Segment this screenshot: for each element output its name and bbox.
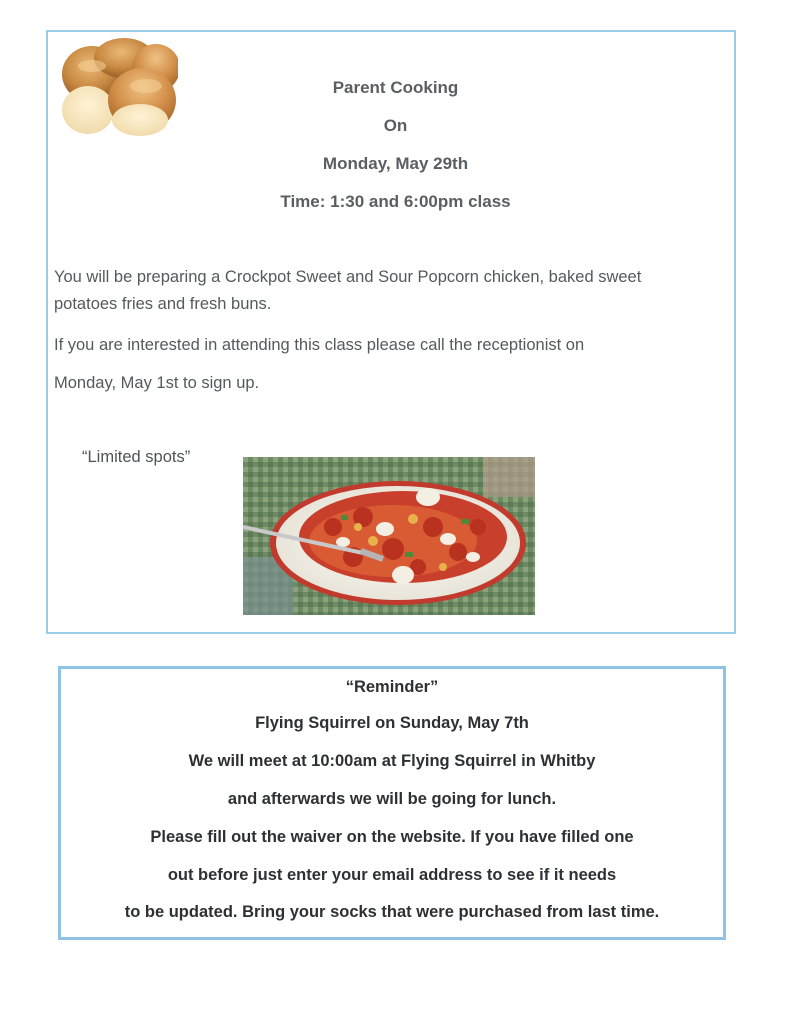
event-on-label: On <box>383 116 408 135</box>
description-line-3: If you are interested in attending this class please call the receptionist on <box>54 336 585 354</box>
reminder-heading: “Reminder” <box>345 678 439 696</box>
reminder-line: Please fill out the waiver on the website. If you have filled one <box>150 828 634 846</box>
reminder-line: to be updated. Bring your socks that were purchased from last time. <box>124 903 660 921</box>
event-time: Time: 1:30 and 6:00pm class <box>280 192 511 211</box>
event-date: Monday, May 29th <box>322 154 469 173</box>
description-line-4: Monday, May 1st to sign up. <box>54 374 260 392</box>
description-line-1: You will be preparing a Crockpot Sweet and Sour Popcorn chicken, baked sweet <box>54 268 642 286</box>
reminder-line: out before just enter your email address to see if it needs <box>167 866 617 884</box>
limited-spots-note: “Limited spots” <box>82 448 191 466</box>
event-title: Parent Cooking <box>332 78 459 97</box>
reminder-line: Flying Squirrel on Sunday, May 7th <box>255 714 529 732</box>
reminder-line: We will meet at 10:00am at Flying Squirrel in Whitby <box>188 752 596 770</box>
sweet-sour-chicken-photo <box>243 457 535 615</box>
reminder-line: and afterwards we will be going for lunch. <box>227 790 557 808</box>
description-line-2: potatoes fries and fresh buns. <box>54 295 272 313</box>
